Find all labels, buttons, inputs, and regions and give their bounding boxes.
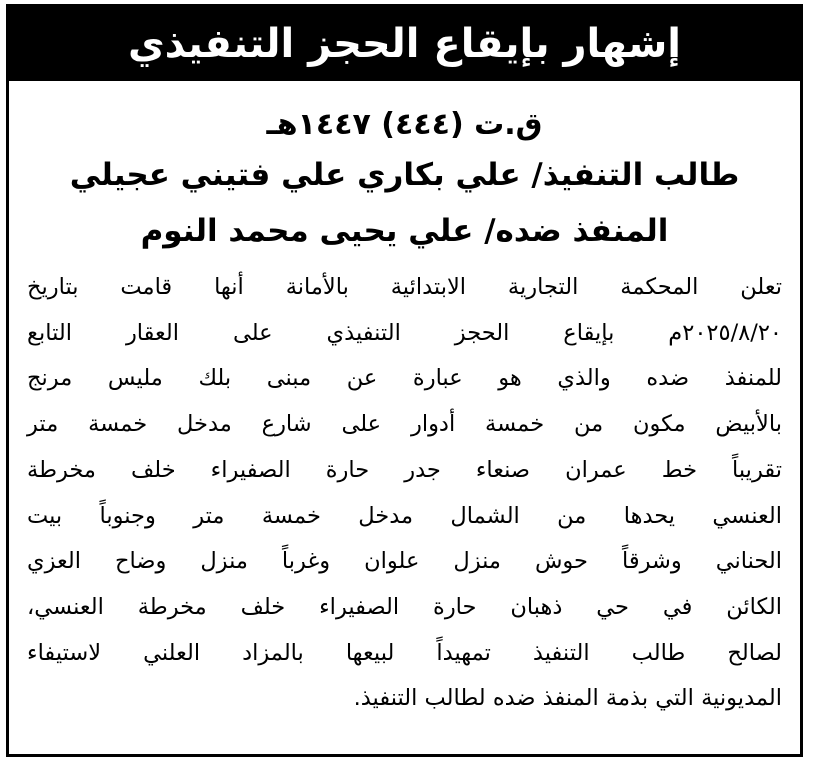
notice-title: إشهار بإيقاع الحجز التنفيذي — [128, 21, 682, 67]
header-bar — [9, 7, 800, 81]
body-line: المديونية التي بذمة المنفذ ضده لطالب التنفيذ. — [353, 685, 782, 712]
body-line: لصالح طالب التنفيذ تمهيداً لبيعها بالمزاد العلني لاستيفاء — [27, 639, 782, 666]
body-line: الكائن في حي ذهبان حارة الصفيراء خلف مخرطة العنسي، — [27, 593, 782, 620]
body-line: بالأبيض مكون من خمسة أدوار على شارع مدخل خمسة متر — [27, 411, 782, 438]
body-line: تعلن المحكمة التجارية الابتدائية بالأمانة أنها قامت بتاريخ — [27, 274, 782, 300]
body-line: تقريباً خط عمران صنعاء جدر حارة الصفيراء خلف مخرطة — [27, 456, 782, 483]
notice-body — [27, 265, 782, 722]
body-line: الحناني وشرقاً حوش منزل علوان وغرباً منزل وضاح العزي — [27, 548, 782, 575]
notice-frame — [6, 4, 803, 757]
respondent-line: المنفذ ضده/ علي يحيى محمد النوم — [140, 213, 669, 249]
body-line: العنسي يحدها من الشمال مدخل خمسة متر وجنوباً بيت — [27, 502, 782, 529]
body-line: للمنفذ ضده والذي هو عبارة عن مبنى بلك مليس مرنج — [27, 365, 782, 392]
notice-content — [9, 81, 800, 722]
case-number: ق.ت (٤٤٤) ١٤٤٧هـ — [266, 107, 543, 142]
body-line: ٢٠٢٥/٨/٢٠م بإيقاع الحجز التنفيذي على العقار التابع — [27, 319, 782, 346]
applicant-line: طالب التنفيذ/ علي بكاري علي فتيني عجيلي — [69, 157, 740, 193]
